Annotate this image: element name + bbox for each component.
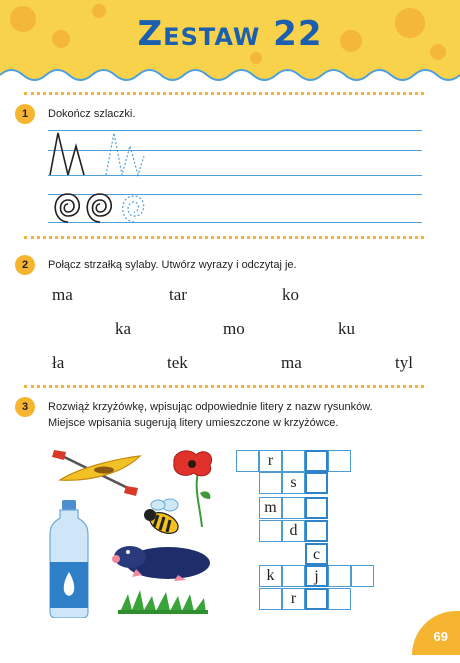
crossword-solution-cell[interactable] <box>305 543 328 565</box>
syllable: ko <box>282 285 299 304</box>
crossword-cell[interactable] <box>328 588 351 610</box>
header-wave <box>0 65 460 82</box>
page-number: 69 <box>412 611 460 655</box>
syllable: ma <box>52 285 73 304</box>
crossword-cell[interactable] <box>259 450 282 472</box>
crossword-solution-cell[interactable] <box>305 472 328 494</box>
crossword-letter: s <box>290 474 297 491</box>
exercise-instruction-line1: Rozwiąż krzyżówkę, wpisując odpowiednie litery z nazw rysunków. <box>48 401 373 413</box>
crossword-letter: d <box>289 522 298 539</box>
crossword-cell[interactable] <box>282 497 305 519</box>
mole-picture <box>108 535 214 581</box>
page-title: Zestaw 22 <box>137 14 323 54</box>
syllable: tek <box>167 353 188 372</box>
crossword-cell[interactable] <box>282 520 305 542</box>
crossword-letter: j <box>314 568 319 585</box>
crossword-cell[interactable] <box>328 450 351 472</box>
crossword-cell[interactable] <box>259 497 282 519</box>
exercise-number-badge: 2 <box>15 255 35 275</box>
dotted-separator <box>24 92 424 95</box>
crossword-cell[interactable] <box>328 565 351 587</box>
kayak-picture <box>52 450 144 496</box>
syllable: ka <box>115 319 132 338</box>
crossword-cell[interactable] <box>259 588 282 610</box>
crossword-cell[interactable] <box>351 565 374 587</box>
crossword-cell[interactable] <box>259 472 282 494</box>
wasp-picture <box>140 497 184 539</box>
syllable: ma <box>281 353 302 372</box>
crossword-solution-cell[interactable] <box>305 520 328 542</box>
pattern-tracing <box>48 128 158 226</box>
crossword-solution-cell[interactable] <box>305 588 328 610</box>
header-banner <box>0 0 460 82</box>
crossword-cell[interactable] <box>259 520 282 542</box>
crossword-solution-cell[interactable] <box>305 450 328 472</box>
syllable: ku <box>338 319 355 338</box>
crossword-letter: r <box>267 452 274 469</box>
crossword-cell[interactable] <box>236 450 259 472</box>
water-bottle-picture <box>48 500 90 618</box>
exercise-instruction: Dokończ szlaczki. <box>48 108 136 120</box>
syllable: mo <box>223 319 245 338</box>
crossword-solution-cell[interactable] <box>305 497 328 519</box>
crossword-cell[interactable] <box>282 472 305 494</box>
exercise-number-badge: 3 <box>15 397 35 417</box>
syllable: ła <box>52 353 65 372</box>
crossword-cell[interactable] <box>282 588 305 610</box>
crossword-letter: c <box>312 546 321 563</box>
dotted-separator <box>24 236 424 239</box>
exercise-number-badge: 1 <box>15 104 35 124</box>
syllable: tyl <box>395 353 413 372</box>
exercise-instruction: Połącz strzałką sylaby. Utwórz wyrazy i odczytaj je. <box>48 259 297 271</box>
dotted-separator <box>24 385 424 388</box>
exercise-instruction-line2: Miejsce wpisania sugerują litery umieszczone w krzyżówce. <box>48 417 339 429</box>
crossword-cell[interactable] <box>282 565 305 587</box>
crossword-cell[interactable] <box>259 565 282 587</box>
syllable: tar <box>169 285 187 304</box>
crossword-letter: m <box>264 499 277 516</box>
grass-picture <box>118 590 208 614</box>
crossword-letter: k <box>266 567 275 584</box>
crossword-solution-cell[interactable] <box>305 565 328 587</box>
crossword-letter: r <box>290 590 297 607</box>
crossword-cell[interactable] <box>282 450 305 472</box>
